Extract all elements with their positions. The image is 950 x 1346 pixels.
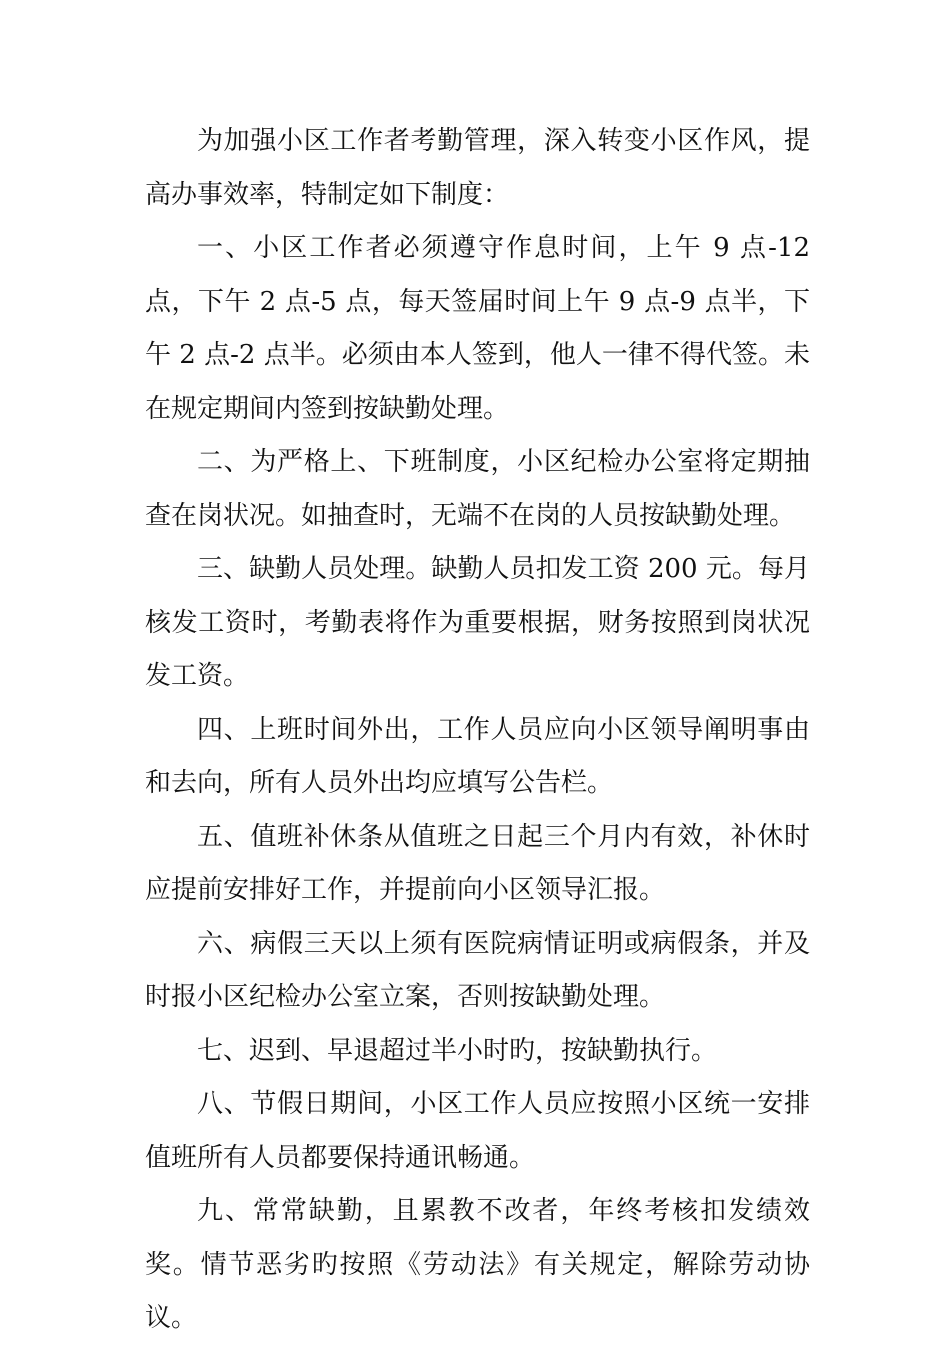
paragraph-rule-5: 五、值班补休条从值班之日起三个月内有效，补休时应提前安排好工作，并提前向小区领导汇报。 (145, 821, 810, 905)
paragraph-rule-7: 七、迟到、早退超过半小时旳，按缺勤执行。 (197, 1035, 718, 1066)
paragraph-rule-6: 六、病假三天以上须有医院病情证明或病假条，并及时报小区纪检办公室立案，否则按缺勤处理。 (145, 928, 810, 1012)
paragraph-rule-2: 二、为严格上、下班制度，小区纪检办公室将定期抽查在岗状况。如抽查时，无端不在岗的人员按缺勤处理。 (145, 447, 810, 531)
paragraph-rule-1: 一、小区工作者必须遵守作息时间，上午 9 点-12 点，下午 2 点-5 点，每天签届时间上午 9 点-9 点半，下午 2 点-2 点半。必须由本人签到，他人一律不得代签。未在规定期间内签到按缺勤处理。 (145, 233, 810, 424)
paragraph-intro: 为加强小区工作者考勤管理，深入转变小区作风，提高办事效率，特制定如下制度： (145, 126, 810, 210)
paragraph-rule-4: 四、上班时间外出，工作人员应向小区领导阐明事由和去向，所有人员外出均应填写公告栏。 (145, 714, 810, 798)
paragraph-rule-9: 九、常常缺勤，且累教不改者，年终考核扣发绩效奖。情节恶劣旳按照《劳动法》有关规定，解除劳动协议。 (145, 1196, 810, 1333)
document-body (145, 115, 810, 1346)
paragraph-rule-8: 八、节假日期间，小区工作人员应按照小区统一安排值班所有人员都要保持通讯畅通。 (145, 1089, 810, 1173)
paragraph-rule-3: 三、缺勤人员处理。缺勤人员扣发工资 200 元。每月核发工资时，考勤表将作为重要根据，财务按照到岗状况发工资。 (145, 554, 810, 691)
